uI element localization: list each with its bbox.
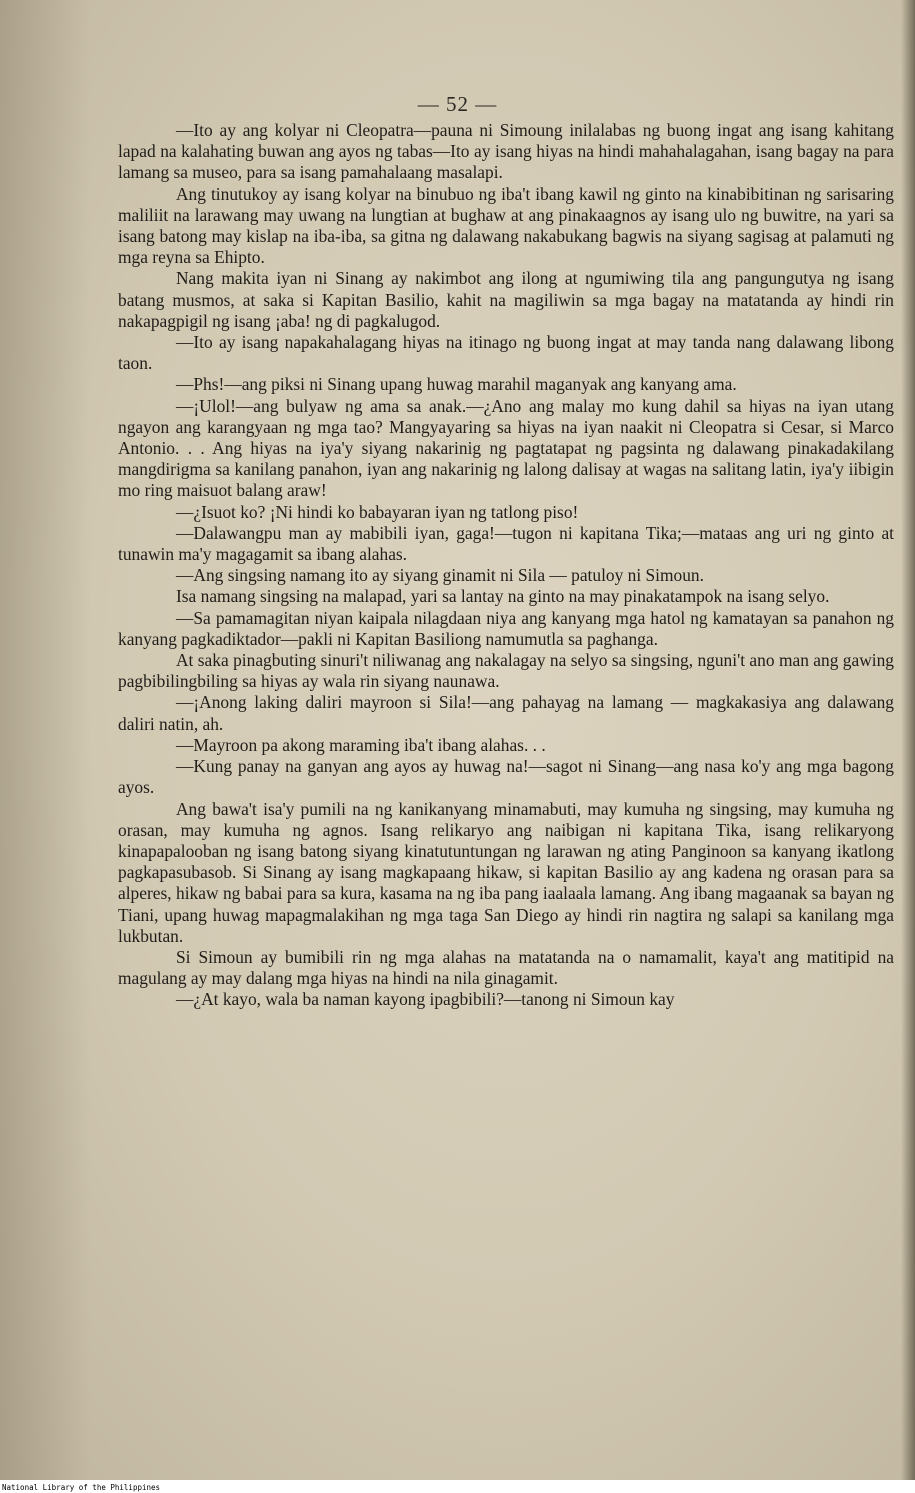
paragraph: —Sa pamamagitan niyan kaipala nilagdaan niya ang kanyang mga hatol ng kamatayan sa panahon ng kanyang pagkadiktador—pakli ni Kapitan Basiliong namumutla sa paghanga. xyxy=(118,607,894,649)
paragraph: —Mayroon pa akong maraming iba't ibang alahas. . . xyxy=(176,734,546,755)
paragraph: At saka pinagbuting sinuri't niliwanag ang nakalagay na selyo sa singsing, nguni't ano man ang gawing pagbibilingbiling sa hiyas ay wala rin siyang naunawa. xyxy=(118,650,894,692)
paragraph: —Dalawangpu man ay mabibili iyan, gaga!—tugon ni kapitana Tika;—mataas ang uri ng ginto at tunawin ma'y magagamit sa ibang alahas. xyxy=(118,522,894,565)
paragraph: —¿Isuot ko? ¡Ni hindi ko babayaran iyan ng tatlong piso! xyxy=(176,501,579,522)
paragraph: —Ito ay isang napakahalagang hiyas na itinago ng buong ingat at may tanda nang dalawang libong taon. xyxy=(118,332,894,374)
paragraph: Ang tinutukoy ay isang kolyar na binubuo ng iba't ibang kawil ng ginto na kinabibitinan ng sarisaring maliliit na larawang may uwang na lungtian at bughaw at ang pinakaagnos ay isang ulo ng buwitre, na yari sa isang batong may kislap na iba-iba, sa gitna ng dalawang nakabukang bagwis na siyang sagisag at palamuti ng mga reyna sa Ehipto. xyxy=(118,183,894,268)
paragraph: —Ito ay ang kolyar ni Cleopatra—pauna ni Simoung inilalabas ng buong ingat ang isang kahitang lapad na kalahating buwan ang ayos ng tabas—Ito ay isang hiyas na hindi mahahalagahan, isang bagay na para lamang sa museo, para sa isang pamahalaang masalapi. xyxy=(118,120,894,183)
paragraph: Si Simoun ay bumibili rin ng mga alahas na matatanda na o namamalit, kaya't ang matitipid na magulang ay may dalang mga hiyas na hindi na nila ginagamit. xyxy=(118,946,894,989)
paragraph: Ang bawa't isa'y pumili na ng kanikanyang minamabuti, may kumuha ng singsing, may kumuha ng orasan, may kumuha ng agnos. Isang relikaryo ang naibigan ni kapitana Tika, isang relikaryong kinapapalooban ng isang batong siyang kinatutuntungan ng larawan ng ating Panginoon sa kanyang ikatlong pagkapasubasob. Si Sinang ay isang magkapaang hikaw, si kapitan Basilio ay ang kadena ng orasan para sa alperes, hikaw ng babai para sa kura, kasama na ng iba pang iaalaala lamang. Ang ibang magaanak sa bayan ng Tiani, upang huwag mapagmalakihan ng mga taga San Diego ay hindi rin nagtira ng salapi sa kanilang mga lukbutan. xyxy=(118,798,894,946)
paragraph: —¡Anong laking daliri mayroon si Sila!—ang pahayag na lamang — magkakasiya ang dalawang daliri natin, ah. xyxy=(118,692,894,734)
body-text xyxy=(118,120,894,1011)
library-credit: National Library of the Philippines xyxy=(2,1483,161,1492)
paragraph: —Kung panay na ganyan ang ayos ay huwag na!—sagot ni Sinang—ang nasa ko'y ang mga bagong ayos. xyxy=(118,756,894,798)
paragraph: Isa namang singsing na malapad, yari sa lantay na ginto na may pinakatampok na isang selyo. xyxy=(176,586,830,607)
paragraph: —¡Ulol!—ang bulyaw ng ama sa anak.—¿Ano ang malay mo kung dahil sa hiyas na iyan utang ngayon ang karangyaan ng mga tao? Mangyayaring sa hiyas na iyan naakit ni Cleopatra si Cesar, si Marco Antonio. . . Ang hiyas na iya'y siyang nakarinig ng pagtatapat ng pagsinta ng dalawang pinakadakilang mangdirigma sa kanilang panahon, iyan ang nakarinig ng lalong dalisay at wagas na salitang latin, iya'y iibigin mo ring maisuot balang araw! xyxy=(118,395,894,501)
paragraph: Nang makita iyan ni Sinang ay nakimbot ang ilong at ngumiwing tila ang pangungutya ng isang batang musmos, at saka si Kapitan Basilio, kahit na magiliwin sa mga bagay na matatanda ay hindi rin nakapagpigil ng isang ¡aba! ng di pagkalugod. xyxy=(118,268,894,331)
page-number: — 52 — xyxy=(417,92,498,116)
paragraph: —¿At kayo, wala ba naman kayong ipagbibili?—tanong ni Simoun kay xyxy=(176,989,675,1010)
paragraph: —Ang singsing namang ito ay siyang ginamit ni Sila — patuloy ni Simoun. xyxy=(176,565,704,586)
paragraph: —Phs!—ang piksi ni Sinang upang huwag marahil maganyak ang kanyang ama. xyxy=(176,374,737,395)
